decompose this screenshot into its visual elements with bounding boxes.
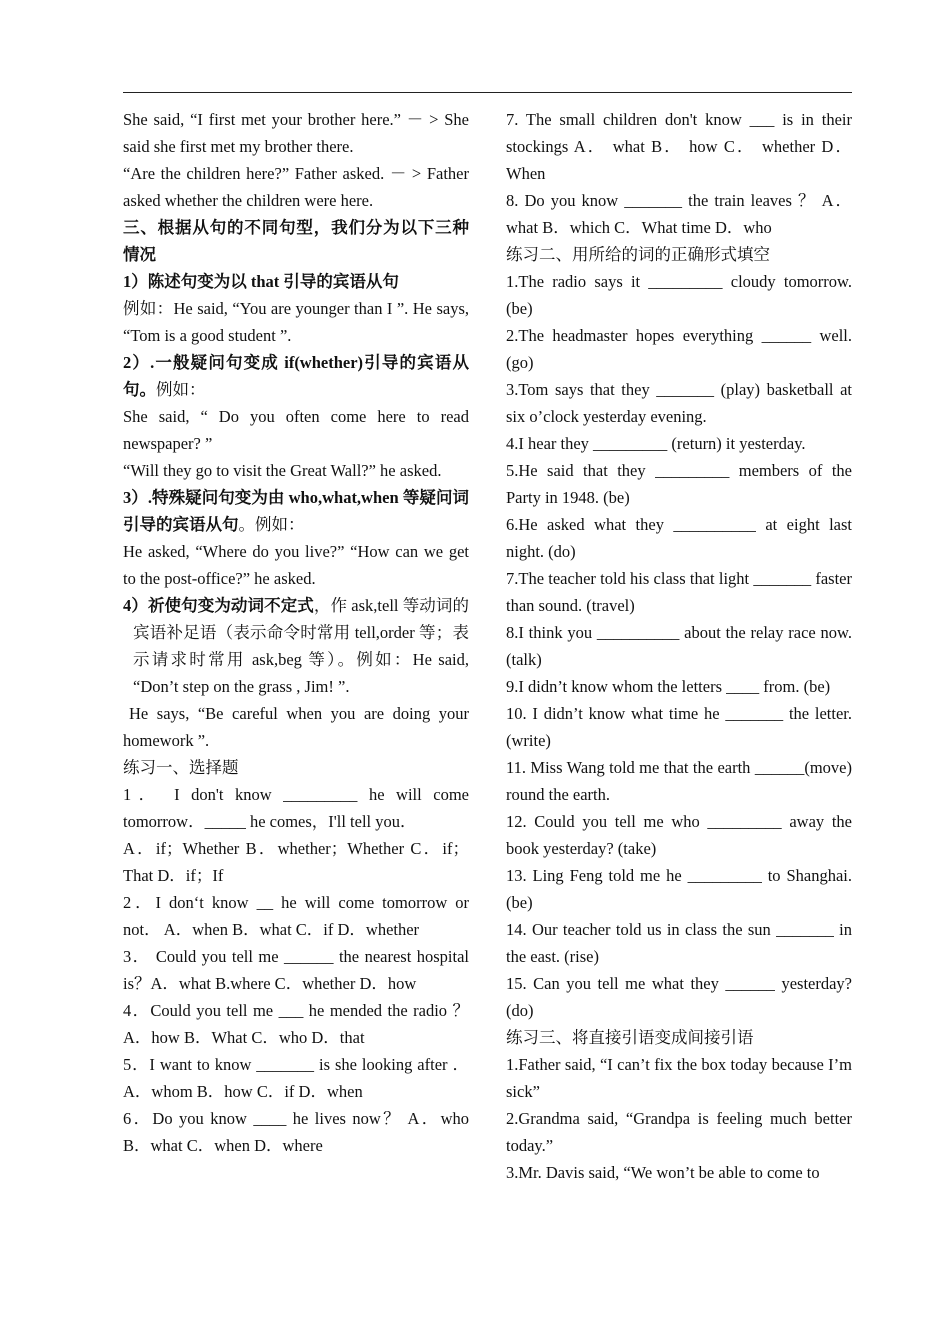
case-3-heading bbox=[123, 484, 469, 538]
question-8: 8. Do you know _______ the train leaves ？ A．what B．which C．What time D．who bbox=[506, 191, 852, 237]
case-4-tail: ，作 ask,tell 等动词的宾语补足语（表示命令时常用 tell,order 等；表示请求时常用 ask,beg 等）。例如：He said, “Don’t step on the grass , Jim! ”. bbox=[133, 596, 469, 696]
question-1-options: A．if；Whether B．whether；Whether C．if；That D．if；If bbox=[123, 839, 469, 885]
question-7: 7. The small children don't know ___ is in their stockings A． what B． how C． whether D．When bbox=[506, 110, 852, 183]
fill-2: 2.The headmaster hopes everything ______ well. (go) bbox=[506, 326, 852, 372]
fill-8: 8.I think you __________ about the relay race now. (talk) bbox=[506, 623, 852, 669]
case-1-example: 例如：He said, “You are younger than I ”. He says, “Tom is a good student ”. bbox=[123, 299, 469, 345]
fill-9: 9.I didn’t know whom the letters ____ from. (be) bbox=[506, 677, 831, 696]
left-column bbox=[123, 106, 469, 1159]
case-2-tail: 例如： bbox=[156, 380, 206, 399]
question-5: 5．I want to know _______ is she looking after ． A．whom B．how C．if D．when bbox=[123, 1055, 469, 1101]
case-1-heading: 1）陈述句变为以 that 引导的宾语从句 bbox=[123, 272, 399, 291]
fill-1: 1.The radio says it _________ cloudy tomorrow. (be) bbox=[506, 272, 852, 318]
question-3: 3． Could you tell me ______ the nearest hospital is？A．what B.where C．whether D．how bbox=[123, 947, 469, 993]
exercise-two-title: 练习二、用所给的词的正确形式填空 bbox=[506, 245, 770, 264]
example-question-1: “Are the children here?” Father asked. － > Father asked whether the children were here. bbox=[123, 164, 469, 210]
question-6: 6．Do you know ____ he lives now？ A．who B．what C．when D．where bbox=[123, 1109, 469, 1155]
rewrite-1: 1.Father said, “I can’t fix the box today because I’m sick” bbox=[506, 1055, 852, 1101]
case-2-title: 2）.一般疑问句变成 if(whether)引导的宾语从句。 bbox=[123, 353, 469, 399]
rewrite-2: 2.Grandma said, “Grandpa is feeling much better today.” bbox=[506, 1109, 852, 1155]
fill-11: 11. Miss Wang told me that the earth ______(move) round the earth. bbox=[506, 758, 852, 804]
fill-10: 10. I didn’t know what time he _______ the letter. (write) bbox=[506, 704, 852, 750]
example-statement-1: She said, “I first met your brother here.” － > She said she first met my brother there. bbox=[123, 110, 469, 156]
fill-7: 7.The teacher told his class that light _______ faster than sound. (travel) bbox=[506, 569, 852, 615]
fill-12: 12. Could you tell me who _________ away the book yesterday? (take) bbox=[506, 812, 852, 858]
case-4-heading bbox=[123, 592, 469, 700]
fill-14: 14. Our teacher told us in class the sun _______ in the east. (rise) bbox=[506, 920, 852, 966]
case-3-title: 3）.特殊疑问句变为由 who,what,when 等疑问词引导的宾语从句 bbox=[123, 488, 469, 534]
header-rule bbox=[123, 92, 852, 93]
case-2-heading bbox=[123, 349, 469, 403]
case-2-example-b: “Will they go to visit the Great Wall?” he asked. bbox=[123, 461, 442, 480]
fill-13: 13. Ling Feng told me he _________ to Shanghai. (be) bbox=[506, 866, 852, 912]
section-three-heading: 三、根据从句的不同句型，我们分为以下三种情况 bbox=[123, 218, 469, 264]
exercise-three-title: 练习三、将直接引语变成间接引语 bbox=[506, 1028, 754, 1047]
rewrite-3: 3.Mr. Davis said, “We won’t be able to come to bbox=[506, 1163, 820, 1182]
fill-6: 6.He asked what they __________ at eight last night. (do) bbox=[506, 515, 852, 561]
case-3-example: He asked, “Where do you live?” “How can we get to the post-office?” he asked. bbox=[123, 542, 469, 588]
case-4-example: He says, “Be careful when you are doing your homework ”. bbox=[123, 704, 469, 750]
fill-15: 15. Can you tell me what they ______ yesterday? (do) bbox=[506, 974, 852, 1020]
case-4-title: 4）祈使句变为动词不定式 bbox=[123, 596, 314, 615]
exercise-one-title: 练习一、选择题 bbox=[123, 758, 239, 777]
fill-5: 5.He said that they _________ members of the Party in 1948. (be) bbox=[506, 461, 852, 507]
question-2: 2．I don‘t know __ he will come tomorrow or not． A．when B．what C．if D．whether bbox=[123, 893, 469, 939]
question-1: 1． I don't know _________ he will come tomorrow．_____ he comes，I'll tell you． bbox=[123, 785, 469, 831]
case-3-tail: 。例如： bbox=[238, 515, 305, 534]
fill-4: 4.I hear they _________ (return) it yesterday. bbox=[506, 434, 806, 453]
question-4: 4．Could you tell me ___ he mended the radio ？A．how B．What C．who D．that bbox=[123, 1001, 469, 1047]
fill-3: 3.Tom says that they _______ (play) basketball at six o’clock yesterday evening. bbox=[506, 380, 852, 426]
case-2-example-a: She said, “ Do you often come here to read newspaper? ” bbox=[123, 407, 469, 453]
right-column bbox=[506, 106, 852, 1186]
